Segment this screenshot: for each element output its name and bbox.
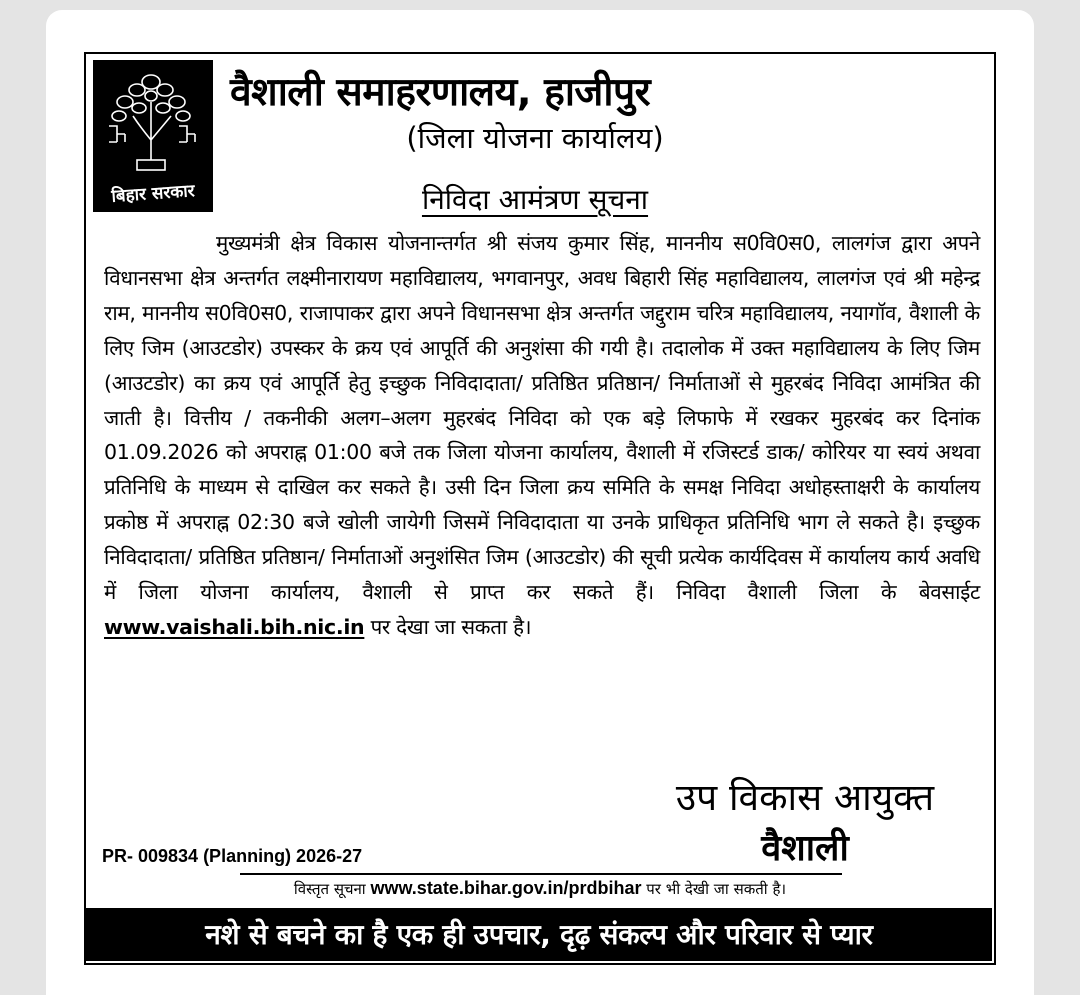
bihar-emblem-logo	[93, 60, 213, 212]
detail-info-line	[200, 878, 880, 899]
detail-url-link[interactable]: www.state.bihar.gov.in/prdbihar	[370, 878, 642, 898]
signatory-place: वैशाली	[761, 828, 849, 869]
signatory-designation: उप विकास आयुक्त	[675, 776, 935, 819]
website-link[interactable]: www.vaishali.bih.nic.in	[104, 614, 365, 639]
office-subtitle: (जिला योजना कार्यालय)	[406, 121, 664, 155]
office-title: वैशाली समाहरणालय, हाजीपुर	[230, 70, 651, 115]
detail-prefix: विस्तृत सूचना	[293, 880, 371, 898]
emblem-caption: बिहार सरकार	[110, 181, 196, 207]
notice-heading	[230, 180, 840, 218]
notice-body-end: पर देखा जा सकता है।	[364, 614, 532, 639]
slogan-banner: नशे से बचने का है एक ही उपचार, दृढ़ संकल्प और परिवार से प्यार	[86, 908, 992, 961]
notice-body	[104, 226, 980, 645]
detail-suffix: पर भी देखी जा सकती है।	[641, 880, 787, 898]
pr-number: PR- 009834 (Planning) 2026-27	[102, 846, 363, 866]
notice-heading-text: निविदा आमंत्रण सूचना	[421, 183, 649, 216]
notice-body-text: मुख्यमंत्री क्षेत्र विकास योजनान्तर्गत श्री संजय कुमार सिंह, माननीय स0वि0स0, लालगंज द्वारा अपने विधानसभा क्षेत्र अन्तर्गत लक्ष्मीनारायण महाविद्यालय, भगवानपुर, अवध बिहारी सिंह महाविद्यालय, लालगंज एवं श्री महेन्द्र राम, माननीय स0वि0स0, राजापाकर द्वारा अपने विधानसभा क्षेत्र अन्तर्गत जद्दुराम चरित्र महाविद्यालय, नयागॉव, वैशाली के लिए जिम (आउटडोर) उपस्कर के क्रय एवं आपूर्ति की अनुशंसा की गयी है। तदालोक में उक्त महाविद्यालय के लिए जिम (आउटडोर) का क्रय एवं आपूर्ति हेतु इच्छुक निविदादाता/ प्रतिष्ठित प्रतिष्ठान/ निर्माताओं से मुहरबंद निविदा आमंत्रित की जाती है। वित्तीय / तकनीकी अलग–अलग मुहरबंद निविदा को एक बड़े लिफाफे में रखकर मुहरबंद कर दिनांक 01.09.2026 को अपराह्न 01:00 बजे तक जिला योजना कार्यालय, वैशाली में रजिस्टर्ड डाक/ कोरियर या स्वयं अथवा प्रतिनिधि के माध्यम से दाखिल कर सकते है। उसी दिन जिला क्रय समिति के समक्ष निविदा अधोहस्ताक्षरी के कार्यालय प्रकोष्ठ में अपराह्न 02:30 बजे खोली जायेगी जिसमें निविदादाता या उनके प्राधिकृत प्रतिनिधि भाग ले सकते है। इच्छुक निविदादाता/ प्रतिष्ठित प्रतिष्ठान/ निर्माताओं अनुशंसित जिम (आउटडोर) की सूची प्रत्येक कार्यदिवस में कार्यालय कार्य अवधि में जिला योजना कार्यालय, वैशाली से प्राप्त कर सकते हैं। निविदा वैशाली जिला के बेवसाईट	[104, 231, 980, 605]
footer-divider	[240, 873, 842, 875]
